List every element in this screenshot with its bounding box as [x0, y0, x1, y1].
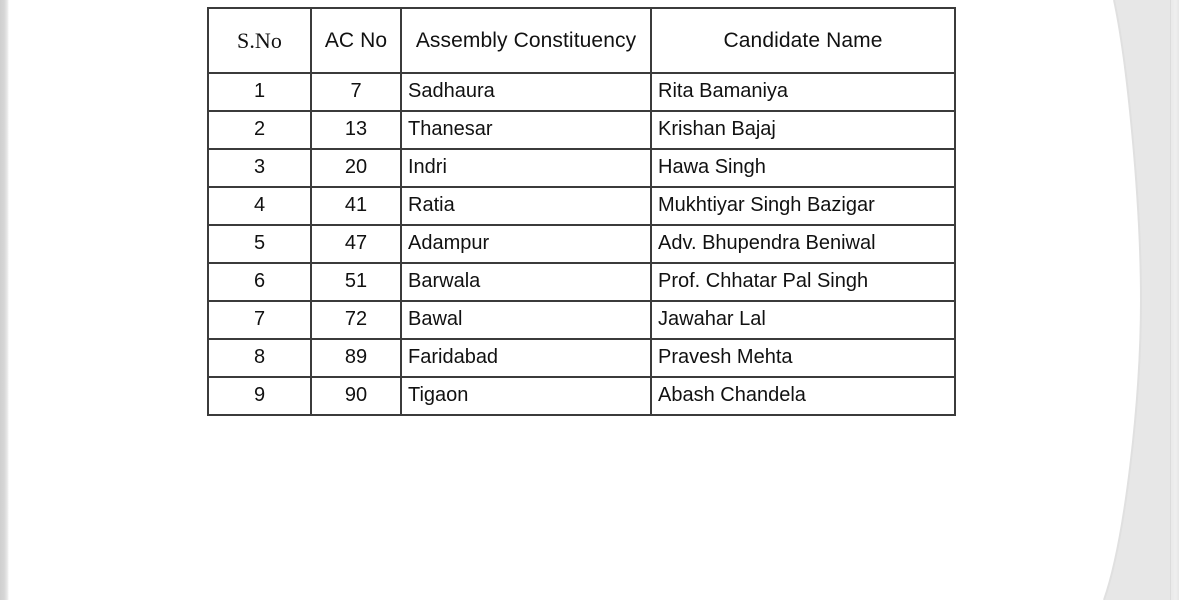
cell-serial-number: 3	[208, 149, 311, 187]
cell-ac-number: 89	[311, 339, 401, 377]
table-row	[208, 263, 955, 301]
cell-candidate-name: Hawa Singh	[651, 149, 955, 187]
cell-candidate-name: Adv. Bhupendra Beniwal	[651, 225, 955, 263]
cell-ac-number: 7	[311, 73, 401, 111]
cell-serial-number: 5	[208, 225, 311, 263]
cell-serial-number: 4	[208, 187, 311, 225]
column-header-candidate-name: Candidate Name	[651, 8, 955, 73]
cell-ac-number: 41	[311, 187, 401, 225]
cell-ac-number: 20	[311, 149, 401, 187]
cell-assembly-constituency: Sadhaura	[401, 73, 651, 111]
cell-serial-number: 7	[208, 301, 311, 339]
page-left-gutter	[0, 0, 9, 600]
cell-assembly-constituency: Barwala	[401, 263, 651, 301]
cell-ac-number: 47	[311, 225, 401, 263]
cell-assembly-constituency: Bawal	[401, 301, 651, 339]
column-header-ac-number: AC No	[311, 8, 401, 73]
cell-assembly-constituency: Adampur	[401, 225, 651, 263]
cell-serial-number: 9	[208, 377, 311, 415]
cell-candidate-name: Mukhtiyar Singh Bazigar	[651, 187, 955, 225]
page-right-edge-line	[1170, 0, 1171, 600]
cell-assembly-constituency: Tigaon	[401, 377, 651, 415]
column-header-serial-number: S.No	[208, 8, 311, 73]
page-curl-shading	[1019, 0, 1179, 600]
table-row	[208, 187, 955, 225]
cell-serial-number: 6	[208, 263, 311, 301]
table-header	[208, 8, 955, 73]
column-header-assembly-constituency: Assembly Constituency	[401, 8, 651, 73]
cell-ac-number: 13	[311, 111, 401, 149]
cell-assembly-constituency: Indri	[401, 149, 651, 187]
table-row	[208, 377, 955, 415]
cell-candidate-name: Krishan Bajaj	[651, 111, 955, 149]
cell-ac-number: 72	[311, 301, 401, 339]
table-header-row	[208, 8, 955, 73]
cell-candidate-name: Jawahar Lal	[651, 301, 955, 339]
candidate-list-table	[207, 7, 956, 416]
cell-candidate-name: Abash Chandela	[651, 377, 955, 415]
cell-ac-number: 51	[311, 263, 401, 301]
cell-candidate-name: Rita Bamaniya	[651, 73, 955, 111]
table-row	[208, 301, 955, 339]
table-row	[208, 111, 955, 149]
cell-assembly-constituency: Ratia	[401, 187, 651, 225]
table-row	[208, 339, 955, 377]
page-right-edge-shade	[1171, 0, 1179, 600]
cell-ac-number: 90	[311, 377, 401, 415]
table-row	[208, 225, 955, 263]
cell-serial-number: 2	[208, 111, 311, 149]
cell-serial-number: 8	[208, 339, 311, 377]
cell-candidate-name: Prof. Chhatar Pal Singh	[651, 263, 955, 301]
table-row	[208, 149, 955, 187]
cell-candidate-name: Pravesh Mehta	[651, 339, 955, 377]
table-body	[208, 73, 955, 415]
cell-assembly-constituency: Thanesar	[401, 111, 651, 149]
table-row	[208, 73, 955, 111]
cell-assembly-constituency: Faridabad	[401, 339, 651, 377]
cell-serial-number: 1	[208, 73, 311, 111]
